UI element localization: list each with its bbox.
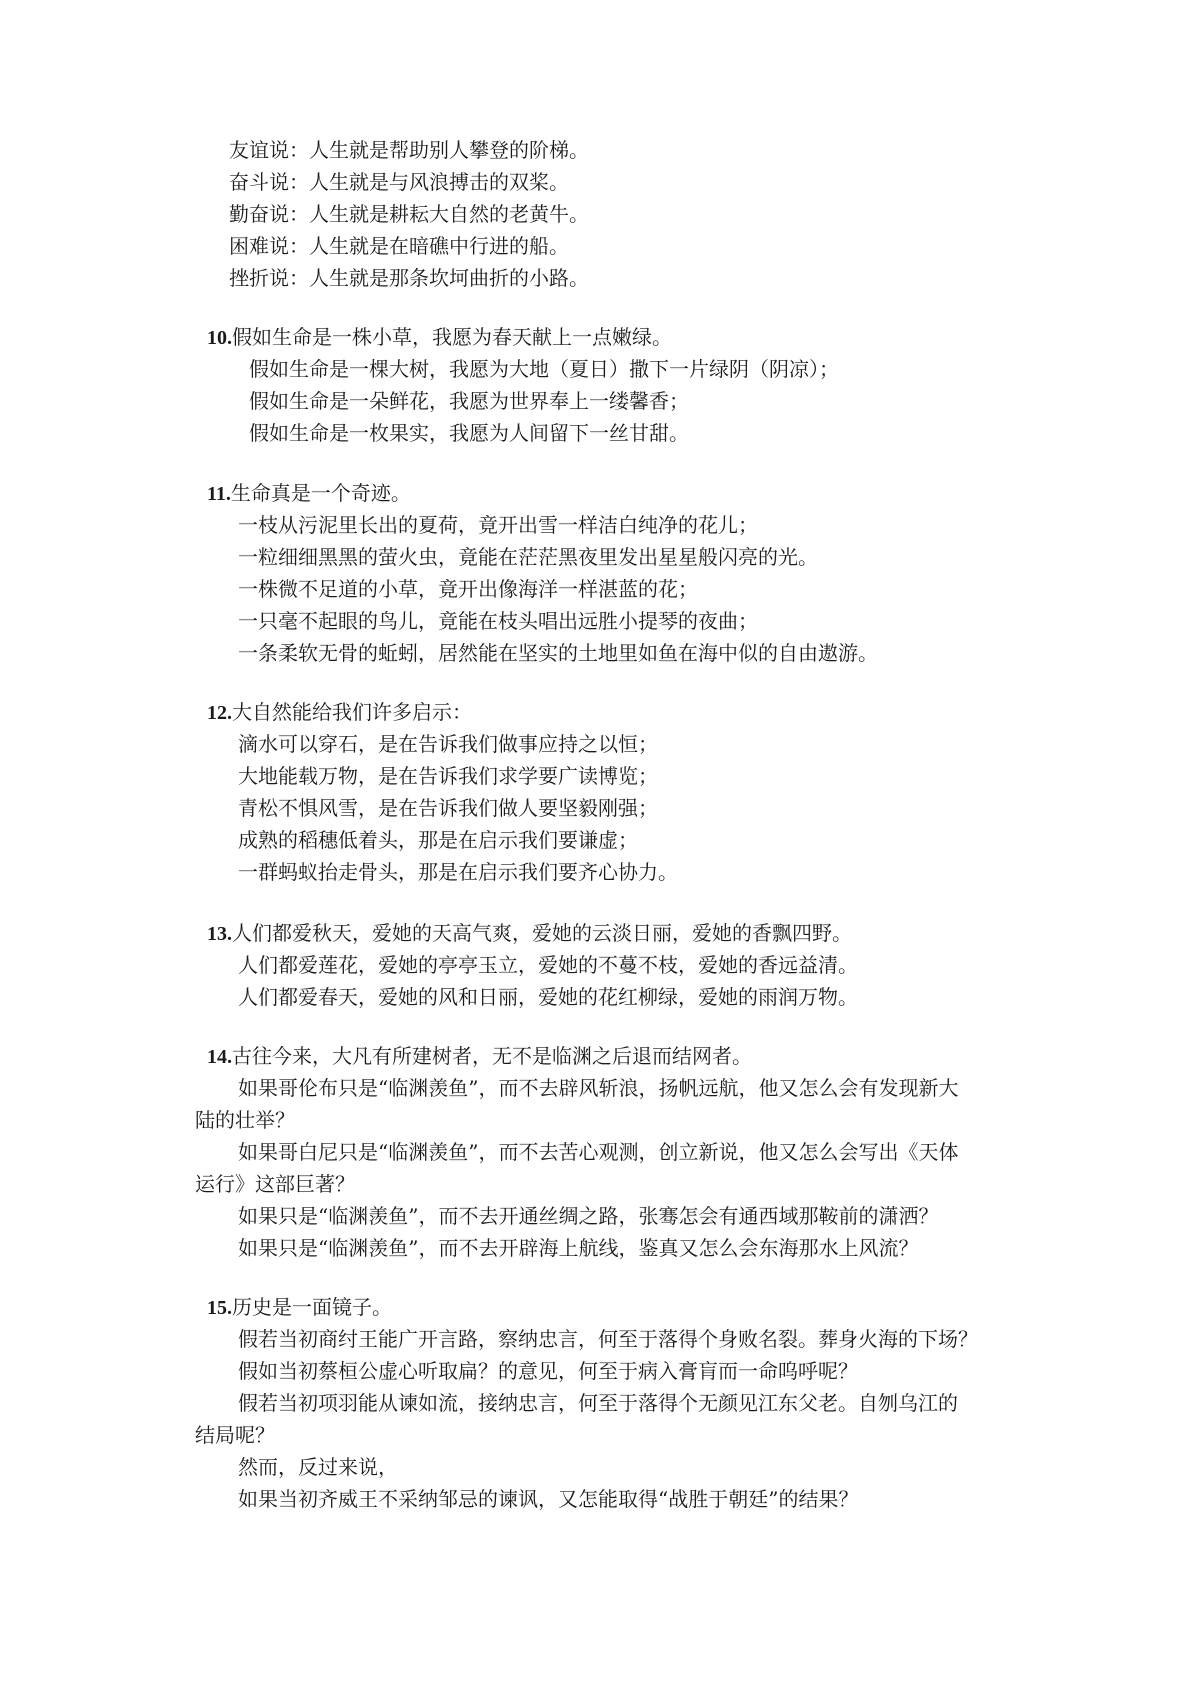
section-12-line: 滴水可以穿石，是在告诉我们做事应持之以恒； [238,732,658,756]
intro-line: 友谊说：人生就是帮助别人攀登的阶梯。 [229,138,589,162]
section-10-heading [207,325,672,350]
intro-line: 勤奋说：人生就是耕耘大自然的老黄牛。 [229,202,589,226]
section-13-line: 人们都爱春天，爱她的风和日丽，爱她的花红柳绿，爱她的雨润万物。 [238,985,858,1009]
intro-line: 挫折说：人生就是那条坎坷曲折的小路。 [229,266,589,290]
section-11-line: 一只毫不起眼的鸟儿，竟能在枝头唱出远胜小提琴的夜曲； [238,609,758,633]
intro-line: 奋斗说：人生就是与风浪搏击的双桨。 [229,170,569,194]
section-14-line: 如果哥白尼只是“临渊羡鱼”，而不去苦心观测，创立新说，他又怎么会写出《天体 [238,1140,959,1164]
section-11-line: 一枝从污泥里长出的夏荷，竟开出雪一样洁白纯净的花儿； [238,513,758,537]
section-14-line: 陆的壮举？ [195,1108,295,1132]
section-heading-text: 生命真是一个奇迹。 [230,481,411,505]
section-11-line: 一株微不足道的小草，竟开出像海洋一样湛蓝的花； [238,577,698,601]
section-12-line: 成熟的稻穗低着头，那是在启示我们要谦虚； [238,828,638,852]
section-11-line: 一粒细细黑黑的萤火虫，竟能在茫茫黑夜里发出星星般闪亮的光。 [238,545,818,569]
section-15-line: 结局呢？ [195,1423,275,1447]
section-15-line: 假如当初蔡桓公虚心听取扁？的意见，何至于病入膏肓而一命呜呼呢？ [238,1359,858,1383]
section-12-heading [207,700,472,725]
intro-line: 困难说：人生就是在暗礁中行进的船。 [229,234,569,258]
section-14-heading [207,1044,752,1069]
section-heading-text: 大自然能给我们许多启示： [232,700,472,724]
section-14-line: 如果只是“临渊羡鱼”，而不去开通丝绸之路，张骞怎会有通西域那鞍前的潇洒？ [238,1204,939,1228]
section-number: 15. [207,1297,232,1319]
section-14-line: 如果只是“临渊羡鱼”，而不去开辟海上航线，鉴真又怎么会东海那水上风流？ [238,1236,919,1260]
section-heading-text: 古往今来，大凡有所建树者，无不是临渊之后退而结网者。 [232,1044,752,1068]
section-number: 14. [207,1046,232,1068]
section-number: 12. [207,702,232,724]
section-number: 13. [207,923,232,945]
section-11-heading [207,481,411,506]
section-number: 11. [207,483,231,505]
section-14-line: 如果哥伦布只是“临渊羡鱼”，而不去辟风斩浪，扬帆远航，他又怎么会有发现新大 [238,1076,959,1100]
section-14-line: 运行》这部巨著？ [195,1172,355,1196]
section-15-line: 假若当初商纣王能广开言路，察纳忠言，何至于落得个身败名裂。葬身火海的下场？ [238,1327,978,1351]
section-heading-text: 假如生命是一株小草，我愿为春天献上一点嫩绿。 [232,325,672,349]
section-10-line: 假如生命是一朵鲜花，我愿为世界奉上一缕馨香； [249,389,689,413]
section-13-line: 人们都爱莲花，爱她的亭亭玉立，爱她的不蔓不枝，爱她的香远益清。 [238,953,858,977]
section-12-line: 大地能载万物，是在告诉我们求学要广读博览； [238,764,658,788]
section-15-line: 然而，反过来说， [238,1455,398,1479]
section-15-line: 如果当初齐威王不采纳邹忌的谏讽，又怎能取得“战胜于朝廷”的结果？ [238,1487,859,1511]
section-10-line: 假如生命是一枚果实，我愿为人间留下一丝甘甜。 [249,421,689,445]
section-12-line: 一群蚂蚁抬走骨头，那是在启示我们要齐心协力。 [238,860,678,884]
section-heading-text: 历史是一面镜子。 [232,1295,392,1319]
section-13-heading [207,921,852,946]
section-15-heading [207,1295,392,1320]
section-11-line: 一条柔软无骨的蚯蚓，居然能在坚实的土地里如鱼在海中似的自由遨游。 [238,641,878,665]
section-number: 10. [207,327,232,349]
section-heading-text: 人们都爱秋天，爱她的天高气爽，爱她的云淡日丽，爱她的香飘四野。 [232,921,852,945]
section-12-line: 青松不惧风雪，是在告诉我们做人要坚毅刚强； [238,796,658,820]
section-10-line: 假如生命是一棵大树，我愿为大地（夏日）撒下一片绿阴（阴凉）； [249,357,839,381]
section-15-line: 假若当初项羽能从谏如流，接纳忠言，何至于落得个无颜见江东父老。自刎乌江的 [238,1391,958,1415]
